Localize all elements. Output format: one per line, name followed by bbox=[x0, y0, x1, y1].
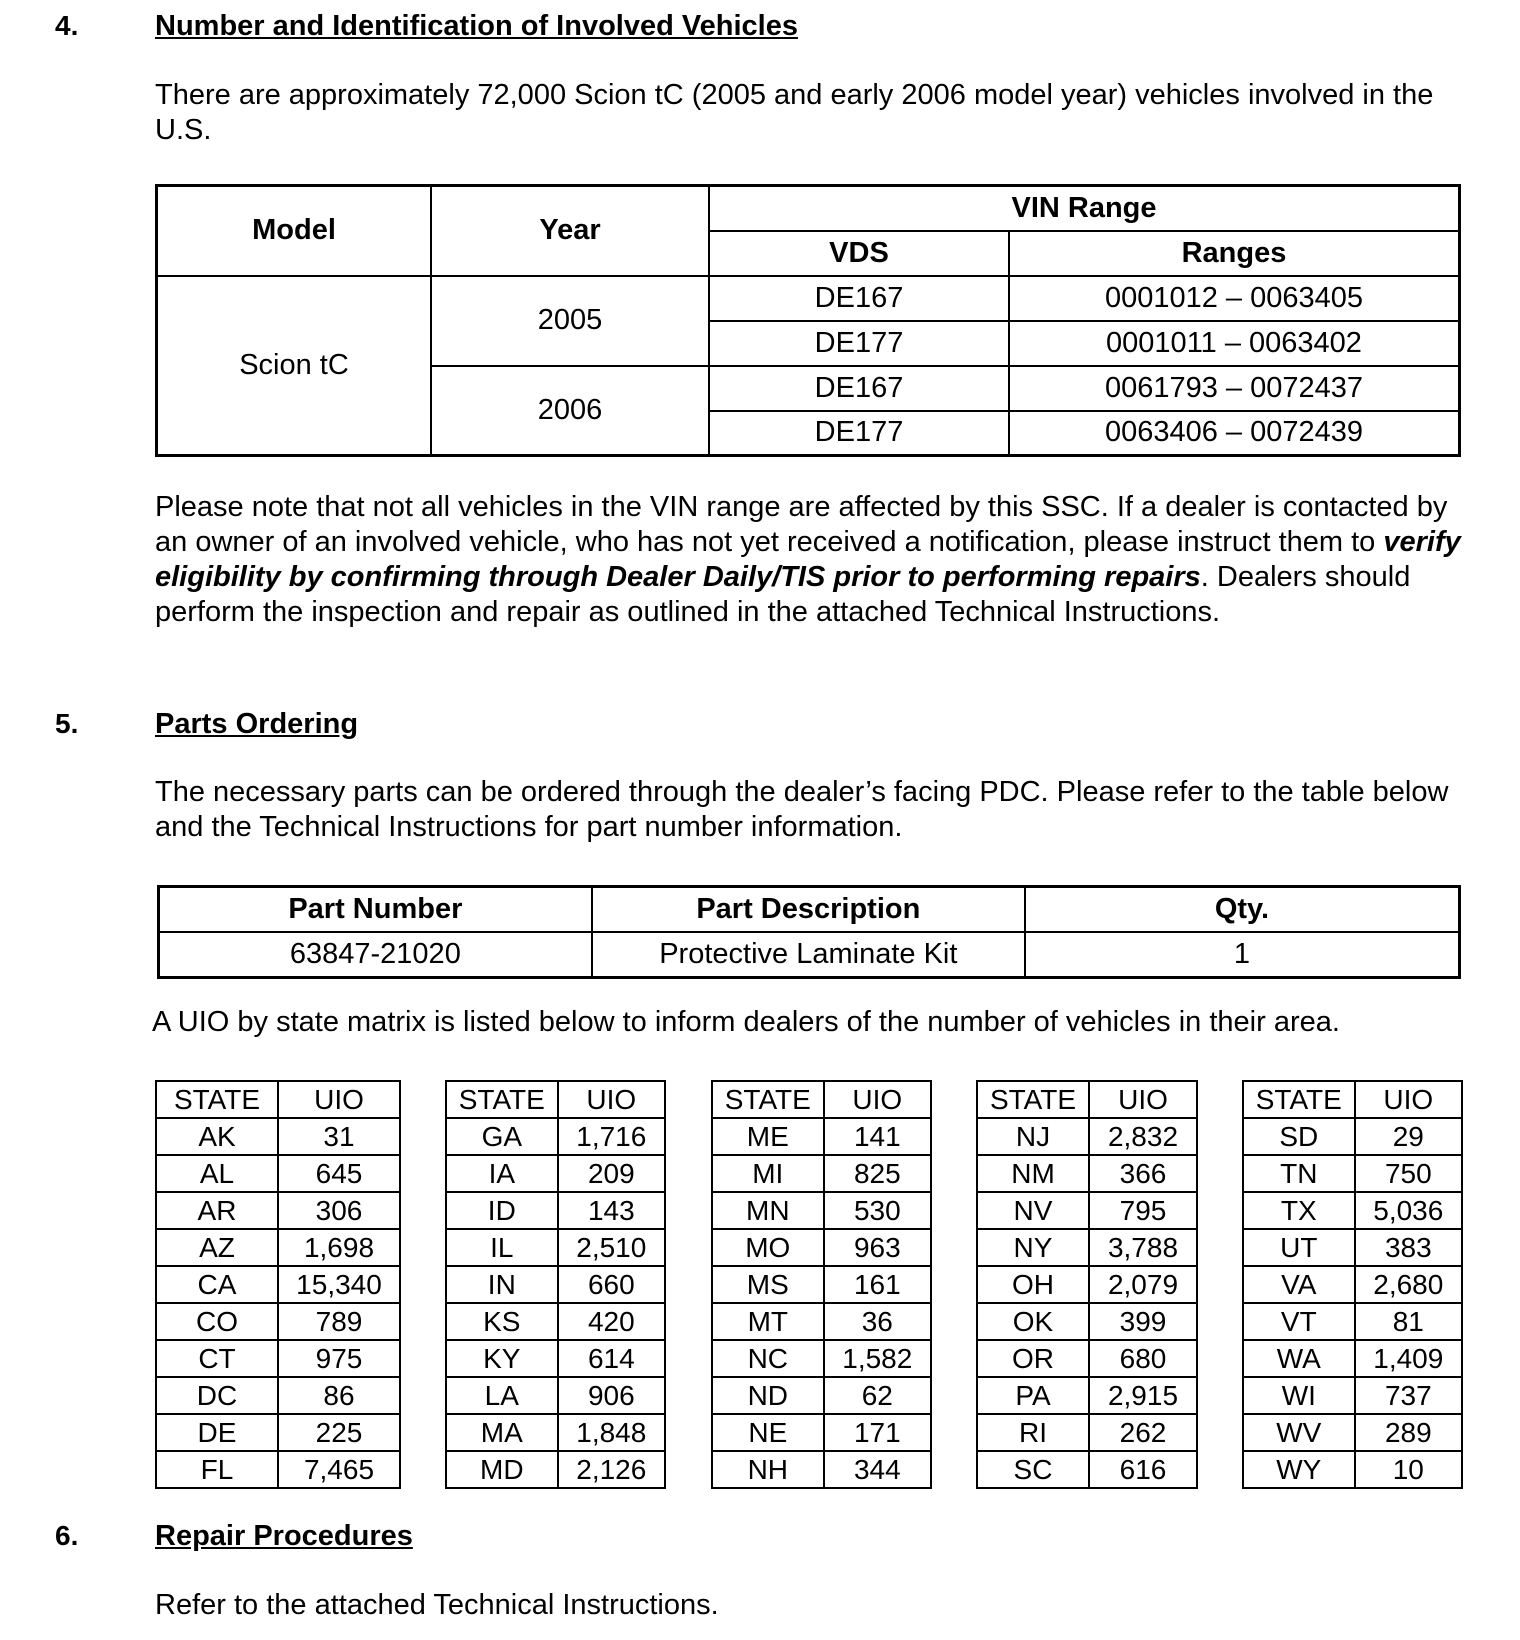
uio-value-cell: 383 bbox=[1355, 1229, 1462, 1266]
uio-row bbox=[712, 1340, 931, 1377]
uio-row bbox=[977, 1118, 1197, 1155]
uio-row bbox=[446, 1155, 665, 1192]
state-cell: SD bbox=[1243, 1118, 1355, 1155]
state-cell: TX bbox=[1243, 1192, 1355, 1229]
section-5-title: Parts Ordering bbox=[155, 708, 359, 740]
uio-row bbox=[156, 1340, 400, 1377]
uio-header-uio: UIO bbox=[278, 1081, 400, 1118]
state-cell: IN bbox=[446, 1266, 558, 1303]
uio-row bbox=[446, 1192, 665, 1229]
range-cell: 0001012 – 0063405 bbox=[1009, 276, 1460, 321]
uio-table bbox=[1242, 1080, 1463, 1489]
section-4-note bbox=[155, 490, 1465, 630]
uio-row bbox=[446, 1414, 665, 1451]
vds-cell: DE177 bbox=[709, 411, 1009, 456]
uio-row bbox=[712, 1266, 931, 1303]
uio-value-cell: 2,510 bbox=[558, 1229, 665, 1266]
uio-value-cell: 344 bbox=[824, 1451, 931, 1488]
uio-row bbox=[977, 1266, 1197, 1303]
uio-value-cell: 2,680 bbox=[1355, 1266, 1462, 1303]
uio-row bbox=[1243, 1155, 1462, 1192]
uio-row bbox=[977, 1229, 1197, 1266]
uio-value-cell: 15,340 bbox=[278, 1266, 400, 1303]
uio-value-cell: 209 bbox=[558, 1155, 665, 1192]
uio-row bbox=[977, 1377, 1197, 1414]
uio-row bbox=[712, 1192, 931, 1229]
state-cell: MI bbox=[712, 1155, 824, 1192]
header-part-description: Part Description bbox=[592, 887, 1025, 933]
uio-value-cell: 2,832 bbox=[1089, 1118, 1197, 1155]
header-vds: VDS bbox=[709, 231, 1009, 276]
state-cell: UT bbox=[1243, 1229, 1355, 1266]
uio-row bbox=[1243, 1229, 1462, 1266]
uio-row bbox=[712, 1303, 931, 1340]
state-cell: MS bbox=[712, 1266, 824, 1303]
uio-header-uio: UIO bbox=[1089, 1081, 1197, 1118]
uio-value-cell: 366 bbox=[1089, 1155, 1197, 1192]
header-model: Model bbox=[157, 186, 432, 276]
uio-row bbox=[156, 1266, 400, 1303]
uio-value-cell: 161 bbox=[824, 1266, 931, 1303]
uio-row bbox=[446, 1377, 665, 1414]
state-cell: TN bbox=[1243, 1155, 1355, 1192]
uio-value-cell: 306 bbox=[278, 1192, 400, 1229]
state-cell: WV bbox=[1243, 1414, 1355, 1451]
uio-value-cell: 29 bbox=[1355, 1118, 1462, 1155]
uio-row bbox=[977, 1155, 1197, 1192]
uio-row bbox=[156, 1303, 400, 1340]
state-cell: MN bbox=[712, 1192, 824, 1229]
uio-value-cell: 36 bbox=[824, 1303, 931, 1340]
vds-cell: DE177 bbox=[709, 321, 1009, 366]
uio-value-cell: 31 bbox=[278, 1118, 400, 1155]
section-6-text: Refer to the attached Technical Instructions. bbox=[155, 1589, 719, 1621]
uio-value-cell: 906 bbox=[558, 1377, 665, 1414]
state-cell: ND bbox=[712, 1377, 824, 1414]
uio-value-cell: 795 bbox=[1089, 1192, 1197, 1229]
uio-header-state: STATE bbox=[977, 1081, 1089, 1118]
note-text-2: . Dealers should perform the inspection and repair as outlined in the attached Technical Instructions. bbox=[155, 561, 1411, 628]
state-cell: RI bbox=[977, 1414, 1089, 1451]
uio-row bbox=[1243, 1340, 1462, 1377]
section-5-number: 5. bbox=[55, 708, 79, 739]
uio-header-state: STATE bbox=[156, 1081, 278, 1118]
uio-row bbox=[446, 1340, 665, 1377]
uio-row bbox=[156, 1377, 400, 1414]
header-year: Year bbox=[431, 186, 709, 276]
uio-row bbox=[156, 1118, 400, 1155]
uio-value-cell: 86 bbox=[278, 1377, 400, 1414]
uio-value-cell: 171 bbox=[824, 1414, 931, 1451]
state-cell: DE bbox=[156, 1414, 278, 1451]
uio-row bbox=[446, 1266, 665, 1303]
section-4-number: 4. bbox=[55, 10, 79, 41]
section-6-title: Repair Procedures bbox=[155, 1520, 413, 1552]
header-vin-range: VIN Range bbox=[709, 186, 1460, 231]
uio-value-cell: 963 bbox=[824, 1229, 931, 1266]
state-cell: GA bbox=[446, 1118, 558, 1155]
uio-value-cell: 399 bbox=[1089, 1303, 1197, 1340]
uio-row bbox=[1243, 1192, 1462, 1229]
uio-row bbox=[446, 1303, 665, 1340]
state-cell: DC bbox=[156, 1377, 278, 1414]
state-cell: ME bbox=[712, 1118, 824, 1155]
state-cell: AL bbox=[156, 1155, 278, 1192]
uio-header-state: STATE bbox=[1243, 1081, 1355, 1118]
uio-row bbox=[1243, 1451, 1462, 1488]
vds-cell: DE167 bbox=[709, 276, 1009, 321]
state-cell: CO bbox=[156, 1303, 278, 1340]
uio-row bbox=[712, 1377, 931, 1414]
uio-header-uio: UIO bbox=[824, 1081, 931, 1118]
note-emphasis: verify eligibility by confirming through Dealer Daily/TIS prior to performing repairs bbox=[155, 526, 1461, 593]
uio-value-cell: 1,698 bbox=[278, 1229, 400, 1266]
range-cell: 0061793 – 0072437 bbox=[1009, 366, 1460, 411]
uio-row bbox=[1243, 1118, 1462, 1155]
state-cell: CA bbox=[156, 1266, 278, 1303]
uio-row bbox=[1243, 1266, 1462, 1303]
uio-value-cell: 660 bbox=[558, 1266, 665, 1303]
uio-value-cell: 81 bbox=[1355, 1303, 1462, 1340]
uio-value-cell: 1,716 bbox=[558, 1118, 665, 1155]
uio-value-cell: 789 bbox=[278, 1303, 400, 1340]
state-cell: VA bbox=[1243, 1266, 1355, 1303]
uio-header-uio: UIO bbox=[1355, 1081, 1462, 1118]
header-part-number: Part Number bbox=[159, 887, 592, 933]
year-cell: 2005 bbox=[431, 276, 709, 366]
state-cell: ID bbox=[446, 1192, 558, 1229]
uio-value-cell: 614 bbox=[558, 1340, 665, 1377]
uio-value-cell: 737 bbox=[1355, 1377, 1462, 1414]
state-cell: VT bbox=[1243, 1303, 1355, 1340]
state-cell: CT bbox=[156, 1340, 278, 1377]
uio-row bbox=[156, 1414, 400, 1451]
header-ranges: Ranges bbox=[1009, 231, 1460, 276]
uio-row bbox=[977, 1414, 1197, 1451]
uio-value-cell: 3,788 bbox=[1089, 1229, 1197, 1266]
uio-header-uio: UIO bbox=[558, 1081, 665, 1118]
vin-range-table bbox=[155, 184, 1461, 457]
header-qty: Qty. bbox=[1025, 887, 1460, 933]
uio-row bbox=[156, 1192, 400, 1229]
uio-table bbox=[711, 1080, 932, 1489]
uio-table bbox=[976, 1080, 1198, 1489]
uio-value-cell: 7,465 bbox=[278, 1451, 400, 1488]
state-cell: KS bbox=[446, 1303, 558, 1340]
state-cell: NE bbox=[712, 1414, 824, 1451]
uio-value-cell: 2,915 bbox=[1089, 1377, 1197, 1414]
state-cell: MT bbox=[712, 1303, 824, 1340]
state-cell: OR bbox=[977, 1340, 1089, 1377]
uio-row bbox=[712, 1229, 931, 1266]
state-cell: WY bbox=[1243, 1451, 1355, 1488]
part-number-cell: 63847-21020 bbox=[159, 932, 592, 978]
uio-value-cell: 143 bbox=[558, 1192, 665, 1229]
state-cell: PA bbox=[977, 1377, 1089, 1414]
uio-row bbox=[156, 1451, 400, 1488]
state-cell: OH bbox=[977, 1266, 1089, 1303]
uio-header-state: STATE bbox=[712, 1081, 824, 1118]
qty-cell: 1 bbox=[1025, 932, 1460, 978]
uio-row bbox=[446, 1451, 665, 1488]
uio-table bbox=[445, 1080, 666, 1489]
state-cell: FL bbox=[156, 1451, 278, 1488]
state-cell: NH bbox=[712, 1451, 824, 1488]
uio-value-cell: 62 bbox=[824, 1377, 931, 1414]
uio-intro: A UIO by state matrix is listed below to inform dealers of the number of vehicles in their area. bbox=[152, 1006, 1340, 1038]
uio-value-cell: 1,848 bbox=[558, 1414, 665, 1451]
state-cell: AR bbox=[156, 1192, 278, 1229]
uio-table bbox=[155, 1080, 401, 1489]
uio-row bbox=[977, 1303, 1197, 1340]
uio-value-cell: 2,126 bbox=[558, 1451, 665, 1488]
part-description-cell: Protective Laminate Kit bbox=[592, 932, 1025, 978]
section-6-number: 6. bbox=[55, 1520, 79, 1551]
state-cell: WA bbox=[1243, 1340, 1355, 1377]
uio-value-cell: 420 bbox=[558, 1303, 665, 1340]
uio-header-state: STATE bbox=[446, 1081, 558, 1118]
uio-value-cell: 645 bbox=[278, 1155, 400, 1192]
uio-row bbox=[1243, 1303, 1462, 1340]
model-cell: Scion tC bbox=[157, 276, 432, 456]
uio-value-cell: 10 bbox=[1355, 1451, 1462, 1488]
section-5-intro: The necessary parts can be ordered through the dealer’s facing PDC. Please refer to the table below and the Technical Instructions for part number information. bbox=[155, 776, 1449, 843]
state-cell: IA bbox=[446, 1155, 558, 1192]
uio-row bbox=[156, 1155, 400, 1192]
section-4-title: Number and Identification of Involved Vehicles bbox=[155, 10, 798, 42]
uio-value-cell: 262 bbox=[1089, 1414, 1197, 1451]
uio-value-cell: 2,079 bbox=[1089, 1266, 1197, 1303]
uio-value-cell: 825 bbox=[824, 1155, 931, 1192]
state-cell: MO bbox=[712, 1229, 824, 1266]
state-cell: MA bbox=[446, 1414, 558, 1451]
state-cell: NC bbox=[712, 1340, 824, 1377]
uio-row bbox=[977, 1451, 1197, 1488]
uio-value-cell: 225 bbox=[278, 1414, 400, 1451]
uio-value-cell: 141 bbox=[824, 1118, 931, 1155]
uio-row bbox=[1243, 1414, 1462, 1451]
range-cell: 0063406 – 0072439 bbox=[1009, 411, 1460, 456]
range-cell: 0001011 – 0063402 bbox=[1009, 321, 1460, 366]
state-cell: IL bbox=[446, 1229, 558, 1266]
state-cell: LA bbox=[446, 1377, 558, 1414]
state-cell: KY bbox=[446, 1340, 558, 1377]
uio-value-cell: 750 bbox=[1355, 1155, 1462, 1192]
state-cell: NV bbox=[977, 1192, 1089, 1229]
uio-row bbox=[977, 1192, 1197, 1229]
uio-value-cell: 530 bbox=[824, 1192, 931, 1229]
state-cell: MD bbox=[446, 1451, 558, 1488]
uio-value-cell: 1,582 bbox=[824, 1340, 931, 1377]
state-cell: AZ bbox=[156, 1229, 278, 1266]
uio-row bbox=[977, 1340, 1197, 1377]
year-cell: 2006 bbox=[431, 366, 709, 456]
uio-value-cell: 975 bbox=[278, 1340, 400, 1377]
note-text-1: Please note that not all vehicles in the VIN range are affected by this SSC. If a dealer is contacted by an owner of an involved vehicle, who has not yet received a notification, please instruct them to bbox=[155, 491, 1448, 558]
uio-value-cell: 289 bbox=[1355, 1414, 1462, 1451]
section-4-intro: There are approximately 72,000 Scion tC (2005 and early 2006 model year) vehicles involved in the U.S. bbox=[155, 79, 1434, 146]
uio-row bbox=[712, 1155, 931, 1192]
state-cell: OK bbox=[977, 1303, 1089, 1340]
parts-table bbox=[157, 885, 1461, 979]
uio-value-cell: 680 bbox=[1089, 1340, 1197, 1377]
state-cell: AK bbox=[156, 1118, 278, 1155]
state-cell: SC bbox=[977, 1451, 1089, 1488]
state-cell: NY bbox=[977, 1229, 1089, 1266]
uio-value-cell: 616 bbox=[1089, 1451, 1197, 1488]
uio-row bbox=[446, 1229, 665, 1266]
uio-row bbox=[1243, 1377, 1462, 1414]
uio-row bbox=[712, 1118, 931, 1155]
uio-row bbox=[712, 1451, 931, 1488]
uio-row bbox=[446, 1118, 665, 1155]
uio-value-cell: 1,409 bbox=[1355, 1340, 1462, 1377]
uio-row bbox=[156, 1229, 400, 1266]
state-cell: NM bbox=[977, 1155, 1089, 1192]
uio-row bbox=[712, 1414, 931, 1451]
vds-cell: DE167 bbox=[709, 366, 1009, 411]
state-cell: WI bbox=[1243, 1377, 1355, 1414]
uio-value-cell: 5,036 bbox=[1355, 1192, 1462, 1229]
state-cell: NJ bbox=[977, 1118, 1089, 1155]
